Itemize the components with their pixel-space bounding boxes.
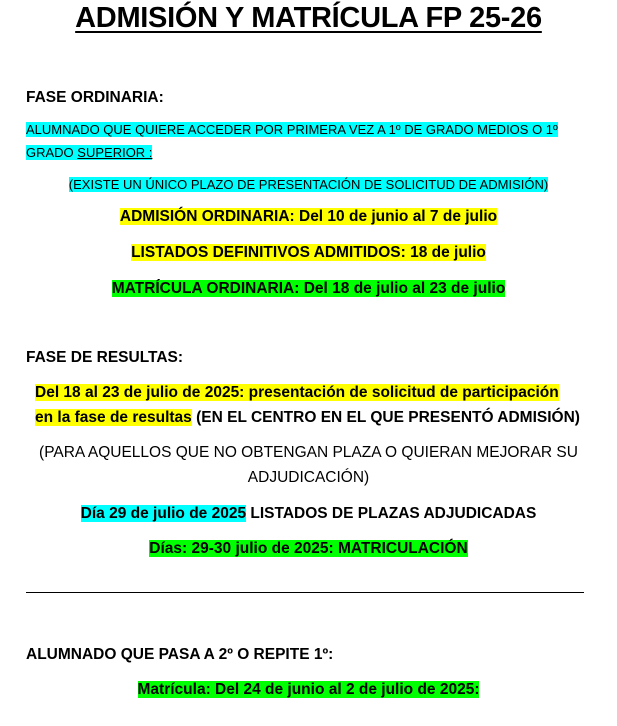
ordinaria-intro-line2 bbox=[26, 145, 152, 160]
resultas-listados-line bbox=[0, 505, 617, 523]
ordinaria-matricula: MATRÍCULA ORDINARIA: Del 18 de julio al 23 de julio bbox=[111, 280, 506, 297]
ordinaria-note-line bbox=[0, 177, 617, 192]
resultas-dates: Del 18 al 23 de julio de 2025: presentación de solicitud de participación bbox=[35, 384, 559, 401]
section-heading-fase-ordinaria: FASE ORDINARIA: bbox=[26, 89, 164, 106]
section-divider bbox=[26, 592, 584, 593]
ordinaria-intro-text1: ALUMNADO QUE QUIERE ACCEDER POR PRIMERA VEZ A 1º DE GRADO MEDIOS O 1º bbox=[26, 122, 558, 137]
ordinaria-admision-line bbox=[0, 208, 617, 226]
resultas-note-line2: ADJUDICACIÓN) bbox=[247, 469, 370, 486]
section-heading-fase-resultas: FASE DE RESULTAS: bbox=[26, 349, 184, 366]
section-heading-segundo-curso: ALUMNADO QUE PASA A 2º O REPITE 1º: bbox=[26, 646, 334, 663]
resultas-centro-text: (EN EL CENTRO EN EL QUE PRESENTÓ ADMISIÓN) bbox=[191, 409, 580, 426]
resultas-line1 bbox=[35, 384, 559, 402]
ordinaria-intro-prefix: GRADO bbox=[26, 145, 78, 160]
resultas-line2 bbox=[35, 409, 580, 427]
ordinaria-admision: ADMISIÓN ORDINARIA: Del 10 de junio al 7 de julio bbox=[119, 208, 498, 225]
ordinaria-intro-line1 bbox=[26, 122, 558, 137]
ordinaria-note: (EXISTE UN ÚNICO PLAZO DE PRESENTACIÓN DE SOLICITUD DE ADMISIÓN) bbox=[68, 177, 549, 192]
ordinaria-matricula-line bbox=[0, 280, 617, 298]
segundo-matricula-line bbox=[0, 681, 617, 699]
page-title: ADMISIÓN Y MATRÍCULA FP 25-26 bbox=[75, 2, 542, 34]
resultas-listados-text: LISTADOS DE PLAZAS ADJUDICADAS bbox=[246, 505, 537, 522]
resultas-note-line1: (PARA AQUELLOS QUE NO OBTENGAN PLAZA O QUIERAN MEJORAR SU bbox=[39, 444, 578, 461]
resultas-matriculacion: Días: 29-30 julio de 2025: MATRICULACIÓN bbox=[149, 540, 468, 557]
resultas-listados-date: Día 29 de julio de 2025 bbox=[80, 505, 247, 522]
ordinaria-listados: LISTADOS DEFINITIVOS ADMITIDOS: 18 de julio bbox=[131, 244, 486, 261]
segundo-matricula: Matrícula: Del 24 de junio al 2 de julio de 2025: bbox=[137, 681, 480, 698]
ordinaria-intro-superior: SUPERIOR : bbox=[77, 145, 153, 160]
resultas-matriculacion-line bbox=[0, 540, 617, 558]
resultas-fase-text: en la fase de resultas bbox=[35, 409, 192, 426]
ordinaria-listados-line bbox=[0, 244, 617, 262]
